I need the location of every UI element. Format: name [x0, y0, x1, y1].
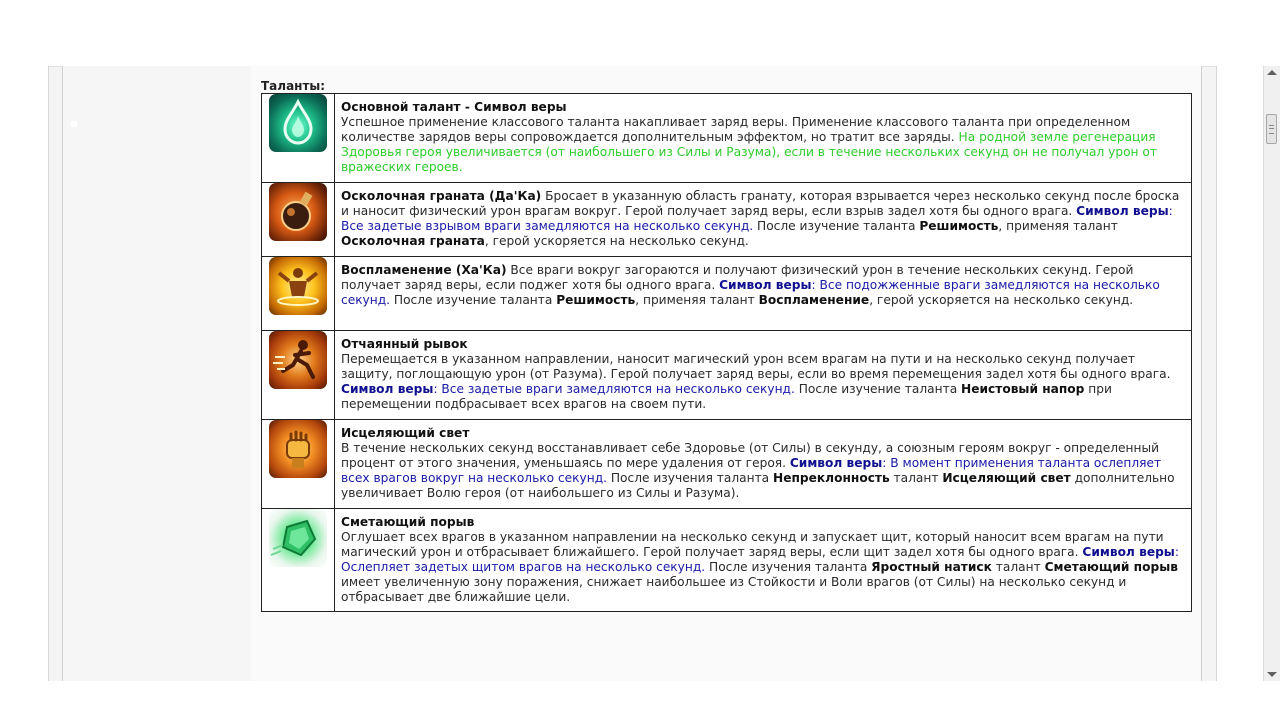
table-row	[262, 257, 1192, 331]
right-gutter	[1216, 66, 1264, 681]
grenade-icon	[269, 183, 327, 241]
scroll-thumb[interactable]	[1266, 114, 1277, 144]
talent-text: Бросает в указанную область гранату, которая взрывается через несколько секунд после броска и наносит физический урон врагам вокруг. Герой получает заряд веры, если взрыв задел хотя бы одного врага.	[341, 189, 1180, 218]
scroll-up-arrow-icon[interactable]	[1267, 70, 1277, 75]
talent-text: талант	[889, 471, 943, 485]
talents-table	[261, 93, 1192, 612]
faith-symbol-label: Символ веры	[341, 382, 434, 396]
faith-symbol-text: : Все задетые взрывом враги замедляются на несколько секунд.	[341, 204, 1173, 233]
talent-text: Успешное применение классового таланта накапливает заряд веры. Применение классового таланта при определенном количестве зарядов веры сопровождается дополнительным эффектом, но тратит все заряды.	[341, 115, 1131, 144]
talent-name: Воспламенение (Ха'Ка)	[341, 263, 507, 277]
talent-text: при перемещении подбрасывает всех врагов на своем пути.	[341, 382, 1112, 411]
vertical-scrollbar[interactable]	[1263, 66, 1280, 681]
talent-keyword: Исцеляющий свет	[942, 471, 1071, 485]
dash-runner-icon	[269, 331, 327, 389]
faith-symbol-text: : В момент применения таланта ослепляет всех врагов вокруг на несколько секунд.	[341, 456, 1162, 485]
bottom-blank	[0, 681, 1280, 720]
talent-text: После изучение таланта	[390, 293, 557, 307]
talent-bonus-text: На родной земле регенерация Здоровья героя увеличивается (от наибольшего из Силы и Разума), если в течение нескольких секунд он не получал урон от вражеских героев.	[341, 130, 1157, 174]
talent-description	[335, 183, 1192, 257]
talent-name: Исцеляющий свет	[341, 426, 470, 440]
left-gutter	[0, 66, 49, 681]
talent-keyword: Воспламенение	[758, 293, 870, 307]
talent-text: дополнительно увеличивает Волю героя (от наибольшего из Силы и Разума).	[341, 471, 1175, 500]
talent-keyword: Решимость	[556, 293, 636, 307]
talent-text: , герой ускоряется на несколько секунд.	[484, 234, 749, 248]
talent-text: После изучения таланта	[705, 560, 872, 574]
faith-symbol-text: : Все подожженные враги замедляются на несколько секунд.	[341, 278, 1160, 307]
sidebar-marker	[71, 121, 77, 127]
table-row	[262, 420, 1192, 509]
section-title: Таланты:	[261, 79, 326, 93]
table-row	[262, 331, 1192, 420]
talent-keyword: Яростный натиск	[871, 560, 992, 574]
talent-name: Отчаянный рывок	[341, 337, 468, 351]
talent-text: После изучения таланта	[607, 471, 774, 485]
flame-figure-icon	[269, 257, 327, 315]
faith-symbol-text: : Все задетые враги замедляются на несколько секунд.	[433, 382, 795, 396]
scroll-down-arrow-icon[interactable]	[1267, 672, 1277, 677]
table-row	[262, 183, 1192, 257]
talent-name: Основной талант - Символ веры	[341, 100, 567, 114]
talent-text: После изучение таланта	[794, 382, 962, 396]
glowing-fist-icon	[269, 420, 327, 478]
faith-symbol-label: Символ веры	[719, 278, 812, 292]
talent-keyword: Непреклонность	[773, 471, 890, 485]
faith-symbol-label: Символ веры	[1076, 204, 1169, 218]
talent-description	[335, 94, 1192, 183]
talent-keyword: Осколочная граната	[341, 234, 485, 248]
table-row	[262, 94, 1192, 183]
talent-name: Сметающий порыв	[341, 515, 475, 529]
green-shield-icon	[269, 509, 327, 567]
faith-symbol-label: Символ веры	[1082, 545, 1175, 559]
talent-text: Перемещается в указанном направлении, наносит магический урон всем врагам на пути и на несколько секунд получает защиту, поглощающую урон (от Разума). Герой получает заряд веры, если во время перемещения задел хотя бы одного врага.	[341, 352, 1171, 381]
talent-description	[335, 509, 1192, 612]
talent-text: талант	[991, 560, 1045, 574]
talent-keyword: Неистовый напор	[961, 382, 1085, 396]
table-row	[262, 509, 1192, 612]
talent-text: , герой ускоряется на несколько секунд.	[869, 293, 1134, 307]
talent-text: Оглушает всех врагов в указанном направлении на несколько секунд и запускает щит, который наносит всем врагам на пути магический урон и отбрасывает ближайшего. Герой получает заряд веры, если щит задел хотя бы одного врага.	[341, 530, 1164, 559]
faith-symbol-text: : Ослепляет задетых щитом врагов на несколько секунд.	[341, 545, 1179, 574]
talent-text: В течение нескольких секунд восстанавливает себе Здоровье (от Силы) в секунду, а союзным героям вокруг - определенный процент от этого значения, уменьшаясь по мере удаления от героя.	[341, 441, 1160, 470]
talent-text: имеет увеличенную зону поражения, снижает наибольшее из Стойкости и Воли врагов (от Силы) на несколько секунд и отбрасывает две ближайшие цели.	[341, 575, 1127, 604]
left-sidebar	[62, 66, 252, 681]
talent-description	[335, 420, 1192, 509]
talent-text: , применяя талант	[635, 293, 759, 307]
talent-description	[335, 257, 1192, 331]
talent-description	[335, 331, 1192, 420]
talent-keyword: Сметающий порыв	[1044, 560, 1178, 574]
talent-keyword: Решимость	[919, 219, 999, 233]
faith-symbol-label: Символ веры	[789, 456, 883, 470]
talent-text: После изучение таланта	[753, 219, 920, 233]
talent-text: Все враги вокруг загораются и получают физический урон в течение нескольких секунд. Герой получает заряд веры, если поджег хотя бы одного врага.	[341, 263, 1134, 292]
talent-text: , применяя талант	[998, 219, 1118, 233]
green-drop-icon	[269, 94, 327, 152]
talent-name: Осколочная граната (Да'Ка)	[341, 189, 542, 203]
